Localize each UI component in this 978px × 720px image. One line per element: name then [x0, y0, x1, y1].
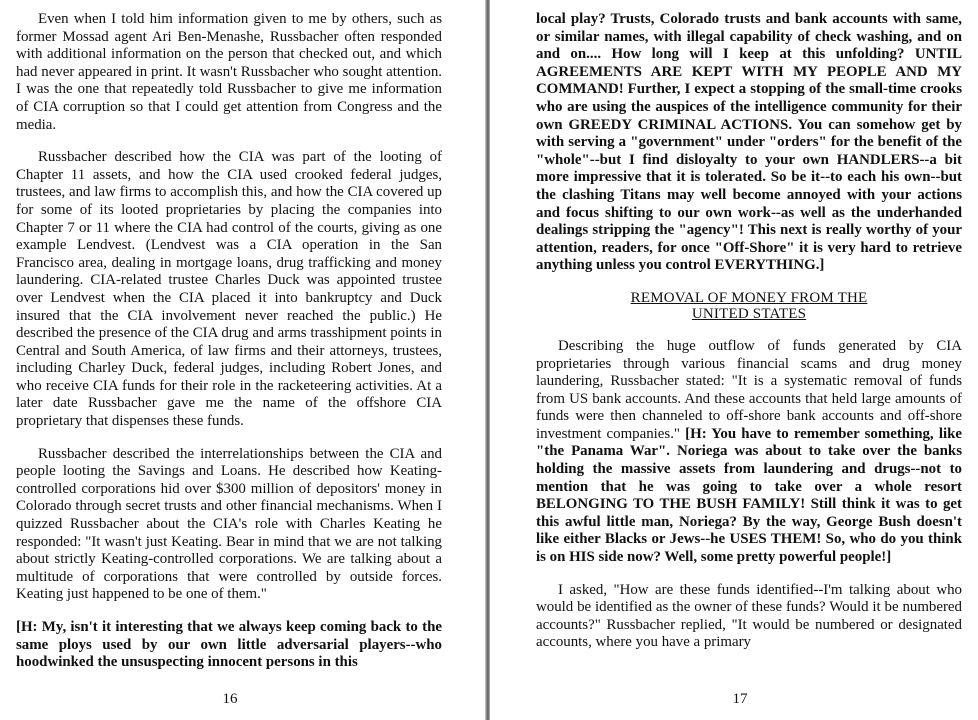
section-heading-line-2: UNITED STATES: [691, 305, 807, 322]
left-paragraph-1: Even when I told him information given to me by others, such as former Mossad agent Ari Ben-Menashe, Russbacher often responded with additional information on the person that checked out, and which had never appeared in print. It wasn't Russbacher who sought attention. I was the one that repeatedly told Russbacher to give me information of CIA corruption so that I could get attention from Congress and the media.: [16, 11, 442, 133]
right-page-number: 17: [732, 691, 748, 707]
right-paragraph-1-text: Describing the huge outflow of funds generated by CIA proprietaries through various financial scams and drug money laundering, Russbacher stated: "It is a systematic removal of funds from US bank accounts. And these accounts that held large amounts of funds were then channeled to off-shore bank accounts and off-shore investment companies.": [536, 337, 962, 442]
right-paragraph-1: [536, 338, 962, 567]
left-page-text: [16, 11, 442, 687]
left-paragraph-3: Russbacher described the interrelationships between the CIA and people looting the Savings and Loans. He described how Keating-controlled corporations hid over $300 million of depositors' money in Colorado through secret trusts and other financial mechanisms. When I quizzed Russbacher about the CIA's role with Charles Keating he responded: "It wasn't just Keating. Bear in mind that we are not talking about strictly Keating-controlled corporations. We are talking about a multitude of corporations that were controlled by outside forces. Keating just happened to be one of them.": [16, 445, 442, 603]
right-page-text: [536, 11, 962, 667]
left-page: [0, 0, 486, 720]
left-paragraph-2: Russbacher described how the CIA was part of the looting of Chapter 11 assets, and how the CIA used crooked federal judges, trustees, and law firms to accomplish this, and how the CIA covered up for some of its looted proprietaries by placing the companies into Chapter 7 or 11 where the CIA had control of the courts, giving as one example Lendvest. (Lendvest was a CIA operation in the San Francisco area, dealing in mortgage loans, drug trafficking and money laundering. CIA-related trustee Charles Duck was appointed trustee over Lendvest when the CIA placed it into bankruptcy and Duck insured that the CIA involvement never reached the public.) He described the presence of the CIA drug and arms trasshipment points in Central and South America, of law firms and their attorneys, trustees, including Charley Duck, federal judges, including Robert Jones, and who receive CIA funds for their role in the racketeering activities. At a later date Russbacher gave me the name of the offshore CIA proprietary that dispenses these funds.: [16, 149, 442, 430]
right-paragraph-2: I asked, "How are these funds identified--I'm talking about who would be identified as the owner of these funds? Would it be numbered accounts?" Russbacher replied, "It would be numbered or designated accounts, where you have a primary: [536, 581, 962, 651]
right-page: [490, 0, 978, 720]
right-paragraph-1-note: [H: You have to remember something, like "the Panama War". Noriega was about to take over the banks holding the massive assets from laundering and drugs--not to mention that he was going to take over a whole resort BELONGING TO THE BUSH FAMILY! Still think it was to get this awful little man, Noriega? By the way, George Bush doesn't like either Blacks or Jews--he USES THEM! So, who do you think is on HIS side now? Well, some pretty powerful people!]: [536, 425, 962, 566]
section-heading-line-1: REMOVAL OF MONEY FROM THE: [630, 289, 868, 306]
right-editorial-note-continued: local play? Trusts, Colorado trusts and bank accounts with same, or similar names, with illegal capability of check washing, and on and on.... How long will I keep at this unfolding? UNTIL AGREEMENTS ARE KEPT WITH MY PEOPLE AND MY COMMAND! Further, I expect a stopping of the small-time crooks who are using the auspices of the intelligence community for their own GREEDY CRIMINAL ACTIONS. You can somehow get by with serving a "government" under "orders" for the benefit of the "whole"--but I find disloyalty to your own HANDLERS--a bit more impressive that it is tolerated. So be it--to each his own--but the clashing Titans may well become annoyed with your actions and focus shifting to our own work--as well as the underhanded dealings stripping the "agency"! This next is really worthy of your attention, readers, for once "Off-Shore" it is very hard to retrieve anything unless you control EVERYTHING.]: [536, 11, 962, 274]
section-heading: [536, 290, 962, 322]
left-page-number: 16: [222, 691, 238, 707]
left-editorial-note: [H: My, isn't it interesting that we always keep coming back to the same ploys used by our own little adversarial players--who hoodwinked the unsuspecting innocent persons in this: [16, 619, 442, 671]
